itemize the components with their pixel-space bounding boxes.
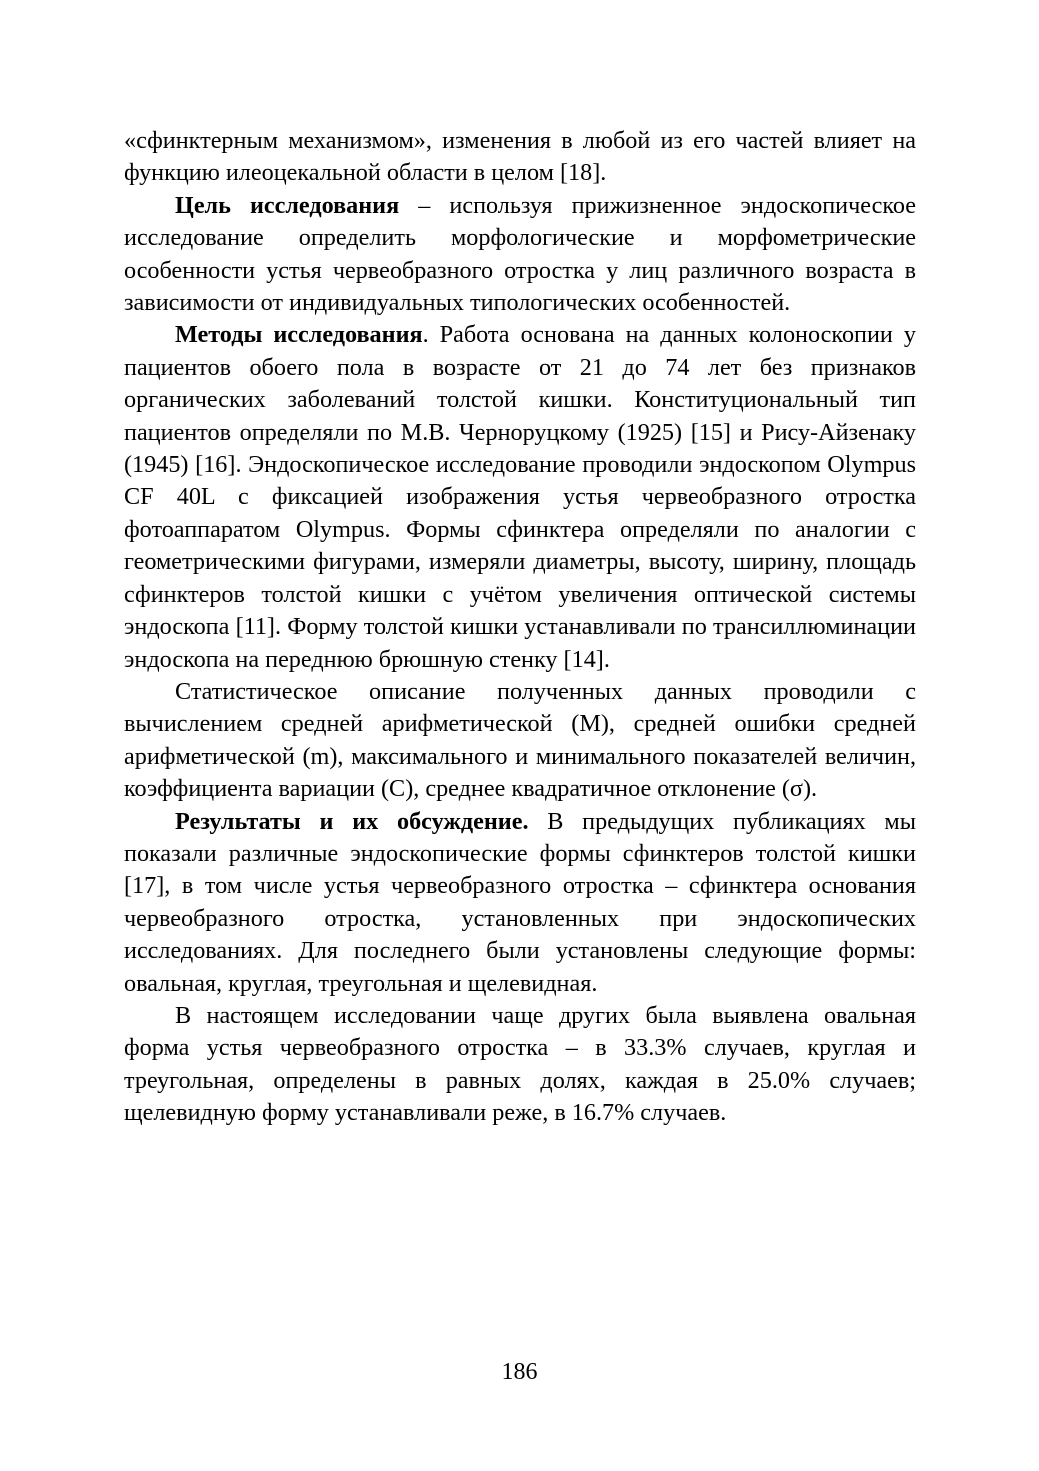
paragraph-text: «сфинктерным механизмом», изменения в любой из его частей влияет на функцию илеоцекальной области в целом [18]. (124, 127, 916, 187)
paragraph-statistics (124, 676, 916, 806)
page-body (124, 125, 916, 1130)
findings-text: В настоящем исследовании чаще других была выявлена овальная форма устья червеобразного отростка – в 33.3% случаев, круглая и треугольная, определены в равных долях, каждая в 25.0% случаев; щелевидную форму устанавливали реже, в 16.7% случаев. (124, 1001, 916, 1127)
aim-text: – используя прижизненное эндоскопическое исследование определить морфологические и морфометрические особенности устья червеобразного отростка у лиц различного возраста в зависимости от индивидуальных типологических особенностей. (124, 191, 916, 317)
results-heading: Результаты и их обсуждение. (175, 807, 529, 835)
paragraph-aim (124, 190, 916, 320)
paragraph-methods (124, 319, 916, 675)
paragraph-findings (124, 1000, 916, 1130)
page-number: 186 (501, 1359, 538, 1385)
results-text: В предыдущих публикациях мы показали различные эндоскопические формы сфинктеров толстой кишки [17], в том числе устья червеобразного отростка – сфинктера основания червеобразного отростка, установленных при эндоскопических исследованиях. Для последнего были установлены следующие формы: овальная, круглая, треугольная и щелевидная. (124, 807, 916, 997)
aim-heading: Цель исследования (175, 191, 400, 219)
statistics-text: Статистическое описание полученных данных проводили с вычислением средней арифметической (М), средней ошибки средней арифметической (m), максимального и минимального показателей величин, коэффициента вариации (С), среднее квадратичное отклонение (σ). (124, 677, 916, 803)
methods-heading: Методы исследования (175, 321, 423, 349)
methods-text: . Работа основана на данных колоноскопии у пациентов обоего пола в возрасте от 21 до 74 лет без признаков органических заболеваний толстой кишки. Конституциональный тип пациентов определяли по М.В. Черноруцкому (1925) [15] и Рису-Айзенаку (1945) [16]. Эндоскопическое исследование проводили эндоскопом Olympus CF 40L с фиксацией изображения устья червеобразного отростка фотоаппаратом Olympus. Формы сфинктера определяли по аналогии с геометрическими фигурами, измеряли диаметры, высоту, ширину, площадь сфинктеров толстой кишки с учётом увеличения оптической системы эндоскопа [11]. Форму толстой кишки устанавливали по трансиллюминации эндоскопа на переднюю брюшную стенку [14]. (124, 321, 916, 673)
paragraph-results (124, 806, 916, 1000)
paragraph-continuation (124, 125, 916, 190)
